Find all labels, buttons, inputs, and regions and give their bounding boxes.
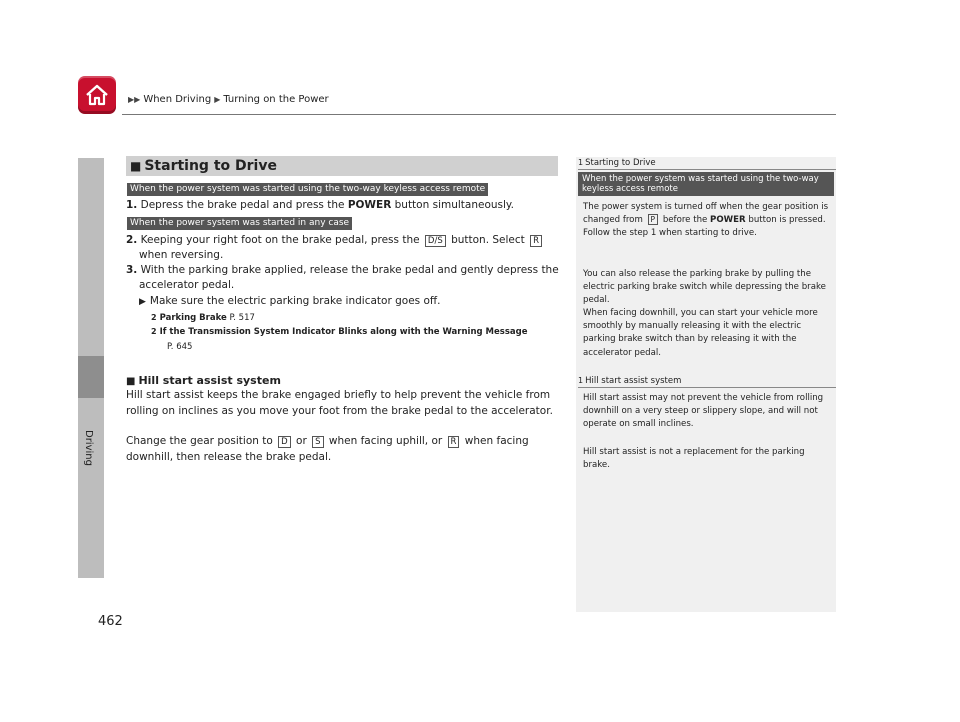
note-marker-icon: 1 bbox=[578, 376, 584, 385]
note-paragraph: Hill start assist is not a replacement for the parking brake. bbox=[583, 447, 805, 471]
ref-arrow-icon: 2 bbox=[151, 327, 157, 336]
section-title: ■ Starting to Drive bbox=[126, 156, 558, 176]
hill-paragraph-1-line1: Hill start assist keeps the brake engaged briefly to help prevent the vehicle from bbox=[126, 389, 551, 401]
ref-link-page[interactable]: P. 645 bbox=[167, 342, 193, 352]
note-paragraph: You can also release the parking brake by pulling the electric parking brake switch while depressing the brake pedal. bbox=[583, 269, 826, 306]
sub-arrow-icon: ▶ bbox=[139, 297, 146, 307]
square-bullet-icon: ■ bbox=[130, 159, 142, 173]
square-bullet-icon: ■ bbox=[126, 376, 136, 387]
condition-tag: When the power system was started using the two-way keyless access remote bbox=[127, 183, 488, 196]
note-paragraph: The power system is turned off when the gear position is changed from P before the POWER button is pressed. Follow the step 1 when starting to drive. bbox=[583, 202, 829, 239]
ref-link-transmission-indicator[interactable]: 2 If the Transmission System Indicator Blinks along with the Warning Message bbox=[151, 327, 528, 337]
note-title: 1 Hill start assist system bbox=[578, 376, 682, 386]
r-key-icon: R bbox=[530, 235, 542, 247]
breadcrumb-arrow-icon: ▶▶ bbox=[128, 95, 141, 104]
ref-arrow-icon: 2 bbox=[151, 313, 157, 322]
s-key-icon: S bbox=[312, 436, 323, 448]
subsection-title: ■ Hill start assist system bbox=[126, 374, 281, 387]
condition-tag: When the power system was started in any case bbox=[127, 217, 352, 230]
step-3-sub: ▶ Make sure the electric parking brake indicator goes off. bbox=[139, 295, 441, 307]
breadcrumb bbox=[128, 94, 329, 105]
ref-link-parking-brake[interactable]: 2 Parking Brake P. 517 bbox=[151, 313, 255, 323]
d-key-icon: D bbox=[278, 436, 291, 448]
note-title: 1 Starting to Drive bbox=[578, 158, 656, 168]
header-divider bbox=[122, 114, 836, 115]
home-button[interactable] bbox=[78, 76, 116, 114]
r-key-icon: R bbox=[448, 436, 460, 448]
ds-key-icon: D/S bbox=[425, 235, 446, 247]
step-1: 1. Depress the brake pedal and press the POWER button simultaneously. bbox=[126, 199, 514, 211]
chapter-tab-marker[interactable] bbox=[78, 356, 104, 398]
page-number: 462 bbox=[98, 614, 123, 629]
note-divider bbox=[578, 169, 836, 170]
chapter-label: Driving bbox=[83, 430, 94, 466]
hill-paragraph-1-line2: rolling on inclines as you move your foot from the brake pedal to the accelerator. bbox=[126, 405, 553, 417]
note-condition-tag: When the power system was started using the two-way keyless access remote bbox=[578, 172, 834, 196]
breadcrumb-arrow-icon: ▶ bbox=[214, 95, 221, 104]
step-3: 3. With the parking brake applied, release the brake pedal and gently depress the bbox=[126, 264, 559, 276]
note-divider bbox=[578, 387, 836, 388]
step-3-cont: accelerator pedal. bbox=[139, 279, 235, 291]
step-2-cont: when reversing. bbox=[139, 249, 224, 261]
step-2: 2. Keeping your right foot on the brake pedal, press the D/S button. Select R bbox=[126, 233, 566, 248]
hill-paragraph-2-line2: downhill, then release the brake pedal. bbox=[126, 451, 332, 463]
hill-paragraph-2: Change the gear position to D or S when facing uphill, or R when facing bbox=[126, 435, 529, 447]
note-marker-icon: 1 bbox=[578, 158, 584, 167]
breadcrumb-item[interactable]: Turning on the Power bbox=[223, 94, 329, 105]
note-paragraph: When facing downhill, you can start your vehicle more smoothly by manually releasing it with the electric parking brake switch than by releasing it with the accelerator pedal. bbox=[583, 308, 818, 358]
breadcrumb-item[interactable]: When Driving bbox=[143, 94, 212, 105]
note-paragraph: Hill start assist may not prevent the vehicle from rolling downhill on a very steep or slippery slope, and will not operate on small inclines. bbox=[583, 393, 824, 430]
p-key-icon: P bbox=[648, 214, 659, 225]
home-icon bbox=[84, 82, 110, 108]
